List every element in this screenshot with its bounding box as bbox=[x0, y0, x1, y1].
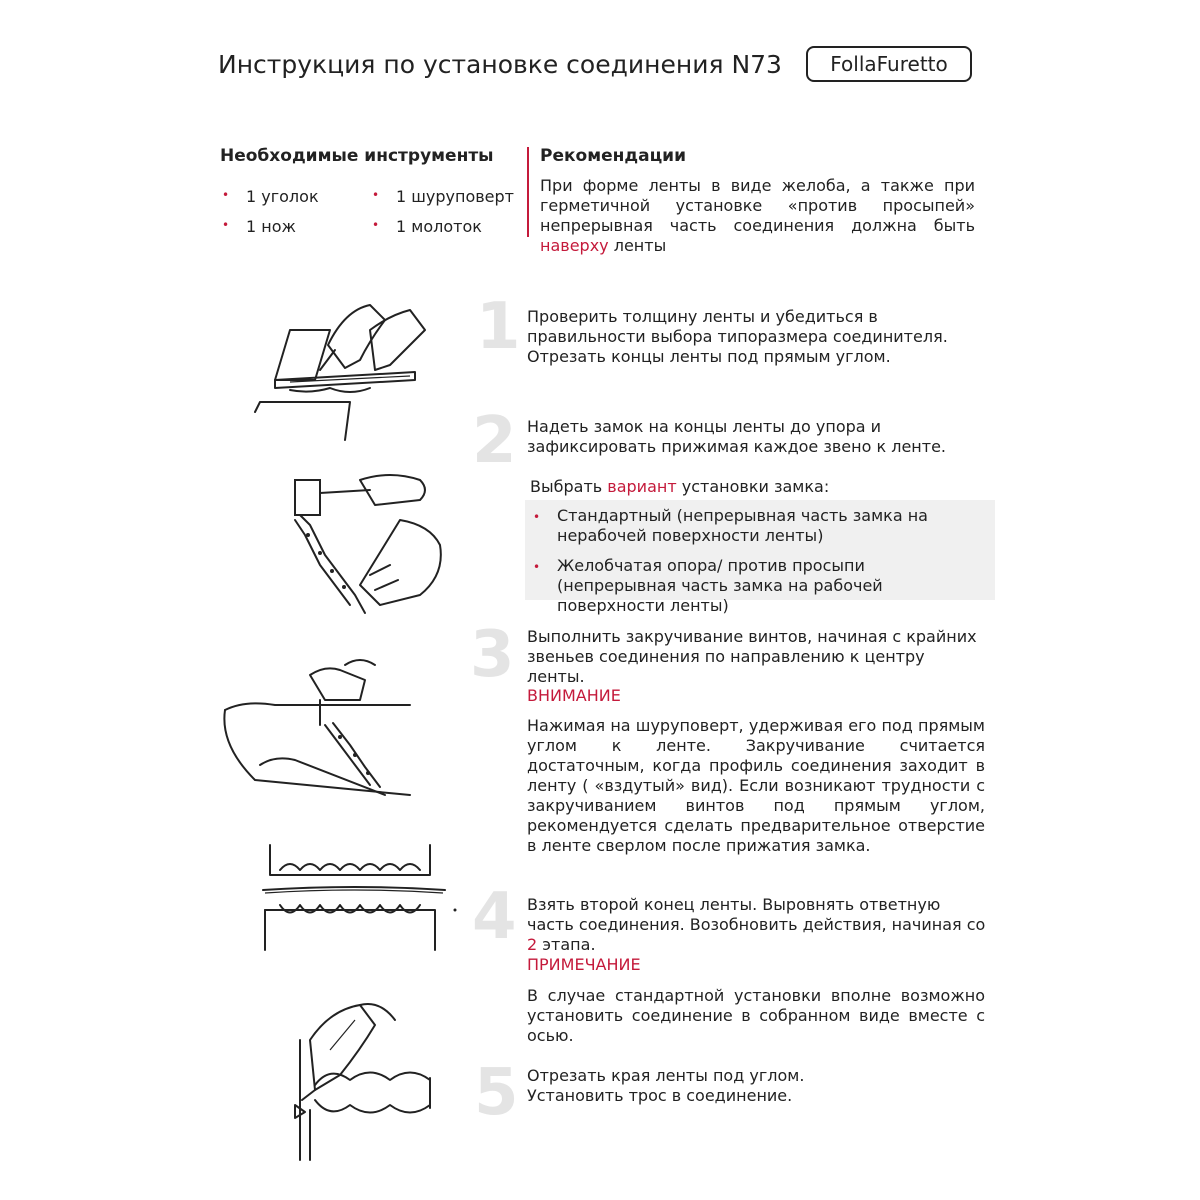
note-text: В случае стандартной установки вполне возможно установить соединение в собранном виде вместе с осью. bbox=[527, 986, 985, 1045]
step-3-text: Выполнить закручивание винтов, начиная с крайних звеньев соединения по направлению к центру ленты. bbox=[527, 627, 977, 686]
page-title: Инструкция по установке соединения N73 bbox=[218, 50, 782, 79]
tool-item: • 1 молоток bbox=[372, 217, 482, 236]
warning-title: ВНИМАНИЕ bbox=[527, 686, 621, 705]
illustration-cutting-icon bbox=[250, 290, 430, 440]
recommendations-title: Рекомендации bbox=[540, 146, 687, 166]
step-5-line-1: Отрезать края ленты под углом. bbox=[527, 1066, 805, 1085]
step-number: 3 bbox=[470, 618, 515, 692]
step-2-text: Надеть замок на концы ленты до упора и зафиксировать прижимая каждое звено к ленте. bbox=[527, 417, 946, 456]
variant-options-box bbox=[525, 500, 995, 615]
step-number: 4 bbox=[472, 880, 517, 954]
tool-item: • 1 шуруповерт bbox=[372, 187, 514, 206]
step-number: 5 bbox=[474, 1056, 519, 1130]
divider-line bbox=[527, 147, 529, 237]
variant-intro: Выбрать вариант установки замка: bbox=[530, 477, 830, 496]
step-number: 2 bbox=[472, 404, 517, 478]
brand-logo: FollaFuretto bbox=[806, 46, 972, 82]
note-title: ПРИМЕЧАНИЕ bbox=[527, 955, 641, 974]
step-5-line-2: Установить трос в соединение. bbox=[527, 1086, 793, 1105]
tool-item: • 1 уголок bbox=[222, 187, 319, 206]
tools-title: Необходимые инструменты bbox=[220, 146, 494, 166]
illustration-screwdriver-icon bbox=[215, 655, 425, 805]
variant-option: • Желобчатая опора/ против просыпи (непрерывная часть замка на рабочей поверхности ленты) bbox=[533, 556, 883, 615]
illustration-hammer-icon bbox=[280, 465, 460, 625]
illustration-edge-cut-icon bbox=[280, 1000, 470, 1160]
warning-text: Нажимая на шуруповерт, удерживая его под прямым углом к ленте. Закручивание считается достаточным, когда профиль соединения заходит в ленту ( «вздутый» вид). Если возникают трудности с закручиванием винтов под прямым углом, рекомендуется сделать предварительное отверстие в ленте сверлом после прижатия замка. bbox=[527, 716, 985, 855]
recommendations-text: При форме ленты в виде желоба, а также при герметичной установке «против просыпей» непрерывная часть соединения должна быть наверху ленты bbox=[540, 176, 975, 255]
tool-item: • 1 нож bbox=[222, 217, 296, 236]
step-1-text: Проверить толщину ленты и убедиться в правильности выбора типоразмера соединителя. Отрезать концы ленты под прямым углом. bbox=[527, 307, 948, 366]
step-number: 1 bbox=[476, 290, 521, 364]
illustration-alignment-icon bbox=[255, 840, 465, 960]
step-4-text: Взять второй конец ленты. Выровнять ответную часть соединения. Возобновить действия, начиная со 2 этапа. bbox=[527, 895, 986, 954]
variant-option: • Стандартный (непрерывная часть замка на нерабочей поверхности ленты) bbox=[533, 506, 928, 545]
